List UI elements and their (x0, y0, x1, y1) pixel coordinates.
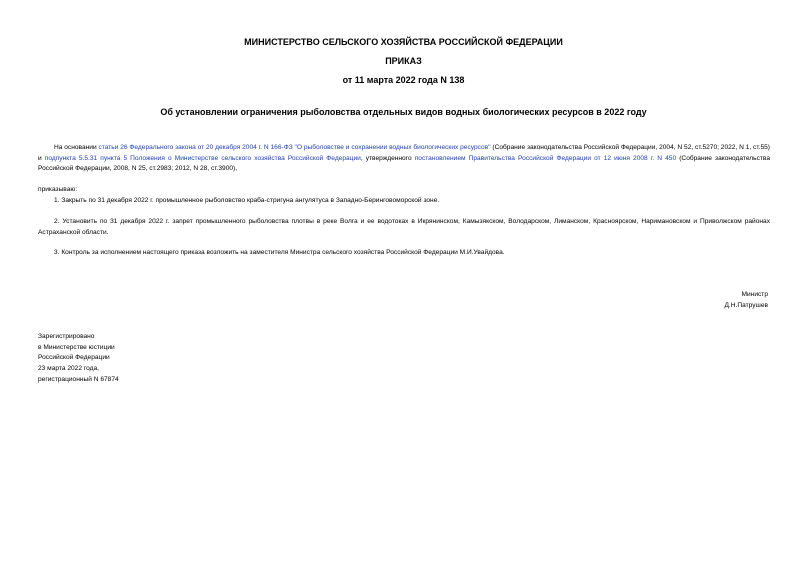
order-item-3 (38, 248, 770, 259)
registration-line: Российской Федерации (38, 354, 110, 362)
order-item-2-text: 2. Установить по 31 декабря 2022 г. запрет промышленного рыболовства плотвы в реке Волга и ее водотоках в Икрянинском, Камызякском, Володарском, Лиманском, Красноярском, Наримановском и Приволжском районах Астраханской области. (38, 218, 770, 236)
doc-type-heading: ПРИКАЗ (385, 56, 422, 66)
order-item-2 (38, 217, 770, 238)
registration-block (38, 332, 119, 386)
order-item-1-text: 1. Закрыть по 31 декабря 2022 г. промышленное рыболовство краба-стригуна ангулятуса в Западно-Беринговоморской зоне. (54, 197, 440, 204)
ministry-heading: МИНИСТЕРСТВО СЕЛЬСКОГО ХОЗЯЙСТВА РОССИЙСКОЙ ФЕДЕРАЦИИ (244, 37, 563, 47)
preamble-text-2: (Собрание законодательства Российской Федерации, 2004, N 52, ст.5270; 2022, N 1, ст.55) и (38, 144, 770, 162)
regulation-subclause-link[interactable]: подпункта 5.5.31 пункта 5 Положения о Министерстве сельского хозяйства Российской Федерации (44, 154, 361, 162)
government-decree-link[interactable]: постановлением Правительства Российской Федерации от 12 июня 2008 г. N 450 (414, 154, 677, 162)
order-item-1 (38, 196, 770, 207)
date-number-heading: от 11 марта 2022 года N 138 (342, 75, 465, 85)
preamble-text-3: , утвержденного (360, 154, 415, 162)
registration-line: регистрационный N 67874 (38, 375, 119, 383)
order-item-3-text: 3. Контроль за исполнением настоящего приказа возложить на заместителя Министра сельского хозяйства Российской Федерации М.И.Увайдова. (54, 249, 505, 256)
registration-line: 23 марта 2022 года, (38, 365, 99, 373)
law-article-link[interactable]: статьи 26 Федерального закона от 20 декабря 2004 г. N 166-ФЗ "О рыболовстве и сохранении водных биологических ресурсов" (98, 144, 491, 151)
order-word: приказываю: (38, 186, 78, 193)
signature-block (724, 290, 768, 311)
document-title: Об установлении ограничения рыболовства отдельных видов водных биологических ресурсов в 2022 году (160, 107, 647, 117)
preamble-paragraph (38, 143, 770, 175)
preamble-text-1: На основании (54, 144, 99, 151)
signature-name: Д.Н.Патрушев (724, 301, 768, 309)
signature-position: Министр (741, 291, 768, 298)
registration-line: в Министерстве юстиции (38, 343, 115, 351)
registration-line: Зарегистрировано (38, 333, 95, 340)
preamble-text-4: (Собрание законодательства Российской Федерации, 2008, N 25, ст.2983; 2012, N 28, ст.3900), (38, 154, 770, 172)
